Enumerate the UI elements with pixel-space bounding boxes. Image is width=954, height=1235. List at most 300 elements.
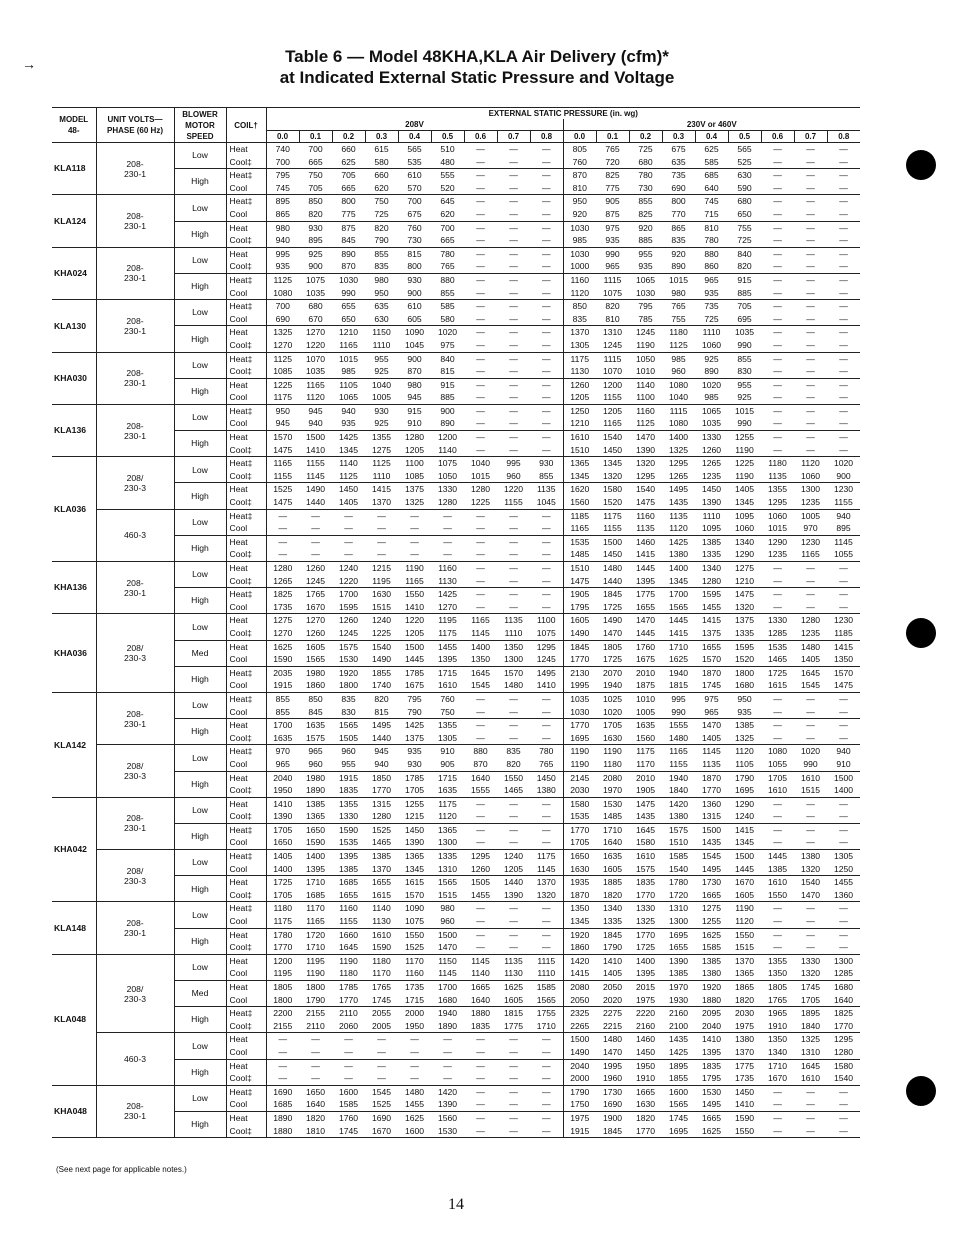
- cfm-cell: —: [509, 1060, 518, 1071]
- cfm-cell: 745: [704, 196, 719, 207]
- cfm-cell: 1265: [266, 575, 299, 588]
- cfm-cell: 1410: [728, 1098, 761, 1111]
- page-number: 14: [448, 1196, 464, 1213]
- cfm-cell: —: [509, 929, 518, 940]
- cfm-cell: 1785: [404, 667, 425, 678]
- cfm-cell: 1525: [266, 483, 299, 496]
- cfm-cell: 935: [332, 417, 365, 430]
- cfm-cell: 1515: [365, 601, 398, 614]
- cfm-cell: 1465: [761, 653, 794, 666]
- cfm-cell: 630: [737, 170, 752, 181]
- cfm-cell: 975: [704, 693, 719, 704]
- table-row: [52, 719, 860, 732]
- cfm-cell: 1650: [563, 850, 596, 863]
- coil-cell: Heat: [226, 928, 266, 941]
- cfm-cell: —: [509, 824, 518, 835]
- header-pressure: 0.4: [695, 131, 728, 143]
- cfm-cell: —: [806, 824, 815, 835]
- cfm-cell: —: [530, 810, 563, 823]
- cfm-cell: —: [839, 432, 848, 443]
- cfm-cell: 1390: [266, 810, 299, 823]
- cfm-cell: 525: [728, 156, 761, 169]
- cfm-cell: 1145: [431, 967, 464, 980]
- cfm-cell: —: [464, 391, 497, 404]
- table-row: [52, 876, 860, 889]
- cfm-cell: —: [530, 732, 563, 745]
- cfm-cell: 610: [407, 301, 422, 312]
- cfm-cell: 1350: [761, 967, 794, 980]
- cfm-cell: 750: [374, 196, 389, 207]
- cfm-cell: 1610: [800, 772, 821, 783]
- cfm-cell: 1165: [306, 379, 325, 390]
- cfm-cell: 1105: [339, 379, 358, 390]
- cfm-cell: 1330: [767, 615, 788, 626]
- cfm-cell: 1160: [636, 510, 655, 521]
- coil-cell: Heat: [226, 1111, 266, 1124]
- cfm-cell: 1710: [602, 824, 623, 835]
- cfm-cell: —: [266, 548, 299, 561]
- cfm-cell: 1350: [767, 1034, 788, 1045]
- cfm-cell: —: [773, 196, 782, 207]
- cfm-cell: 1115: [603, 353, 622, 364]
- cfm-cell: 1435: [695, 836, 728, 849]
- cfm-cell: —: [773, 274, 782, 285]
- table-row: [52, 300, 860, 313]
- cfm-cell: —: [773, 1086, 782, 1097]
- cfm-cell: 1065: [332, 391, 365, 404]
- cfm-cell: 1150: [438, 955, 457, 966]
- cfm-cell: 1205: [602, 405, 623, 416]
- cfm-cell: 870: [563, 169, 596, 182]
- cfm-cell: 1260: [299, 627, 332, 640]
- cfm-cell: —: [476, 1112, 485, 1123]
- cfm-cell: 1710: [299, 941, 332, 954]
- cfm-cell: 1360: [701, 798, 722, 809]
- cfm-cell: —: [530, 706, 563, 719]
- cfm-cell: —: [806, 929, 815, 940]
- blower-speed-cell: Low: [174, 614, 226, 640]
- cfm-cell: 935: [629, 260, 662, 273]
- cfm-cell: 1240: [371, 615, 392, 626]
- cfm-cell: 790: [365, 234, 398, 247]
- cfm-cell: —: [332, 522, 365, 535]
- cfm-cell: 1725: [767, 667, 788, 678]
- cfm-cell: 1785: [404, 772, 425, 783]
- cfm-cell: 1020: [800, 746, 821, 757]
- cfm-cell: —: [497, 260, 530, 273]
- cfm-cell: 1370: [536, 877, 556, 888]
- cfm-cell: —: [773, 144, 782, 154]
- cfm-cell: 1385: [734, 720, 755, 731]
- cfm-cell: —: [464, 575, 497, 588]
- cfm-cell: —: [464, 1098, 497, 1111]
- cfm-cell: 1555: [464, 784, 497, 797]
- blower-speed-cell: High: [174, 719, 226, 745]
- cfm-cell: 1995: [602, 1060, 623, 1071]
- cfm-cell: 1735: [404, 982, 425, 992]
- cfm-cell: 1645: [332, 941, 365, 954]
- cfm-cell: —: [497, 810, 530, 823]
- cfm-cell: 995: [266, 247, 299, 260]
- cfm-cell: 935: [407, 746, 422, 757]
- cfm-cell: 1190: [405, 563, 424, 573]
- cfm-cell: 1020: [596, 706, 629, 719]
- cfm-cell: 815: [431, 365, 464, 378]
- cfm-cell: 1165: [398, 575, 431, 588]
- cfm-cell: 950: [266, 404, 299, 417]
- header-pressure: 0.0: [563, 131, 596, 143]
- cfm-cell: 1690: [266, 1085, 299, 1098]
- cfm-cell: 815: [407, 248, 422, 259]
- cfm-cell: 1145: [299, 470, 332, 483]
- cfm-cell: 1280: [827, 1046, 860, 1059]
- cfm-cell: 1640: [596, 836, 629, 849]
- cfm-cell: —: [806, 432, 815, 443]
- cfm-cell: —: [541, 379, 551, 390]
- cfm-cell: 1490: [365, 653, 398, 666]
- cfm-cell: 835: [563, 313, 596, 326]
- cfm-cell: 835: [365, 260, 398, 273]
- cfm-cell: —: [806, 327, 815, 338]
- cfm-cell: 1635: [266, 732, 299, 745]
- cfm-cell: —: [541, 405, 551, 416]
- cfm-cell: 1665: [695, 889, 728, 902]
- cfm-cell: 770: [662, 208, 695, 221]
- cfm-cell: 1155: [827, 496, 860, 509]
- cfm-cell: 1765: [761, 994, 794, 1007]
- coil-cell: Heat‡: [226, 745, 266, 758]
- cfm-cell: 915: [737, 274, 752, 285]
- cfm-cell: 1400: [266, 863, 299, 876]
- cfm-cell: 1335: [596, 915, 629, 928]
- cfm-cell: 1350: [563, 902, 596, 915]
- cfm-cell: 875: [341, 222, 356, 233]
- cfm-cell: 1175: [266, 915, 299, 928]
- cfm-cell: —: [541, 824, 551, 835]
- cfm-cell: 1530: [431, 1125, 464, 1138]
- cfm-cell: 1920: [701, 982, 722, 992]
- blower-speed-cell: High: [174, 221, 226, 247]
- cfm-cell: 2325: [563, 1007, 596, 1020]
- cfm-cell: 1695: [728, 784, 761, 797]
- coil-cell: Heat‡: [226, 300, 266, 313]
- cfm-cell: 1160: [398, 967, 431, 980]
- cfm-cell: 1065: [701, 405, 722, 416]
- cfm-cell: —: [773, 248, 782, 259]
- cfm-cell: —: [410, 536, 419, 547]
- table-row: [52, 614, 860, 627]
- cfm-cell: 665: [431, 234, 464, 247]
- cfm-cell: 1410: [299, 444, 332, 457]
- cfm-cell: —: [476, 274, 485, 285]
- header-pressure: 0.7: [497, 131, 530, 143]
- cfm-cell: 1660: [338, 929, 359, 940]
- cfm-cell: 1705: [398, 784, 431, 797]
- cfm-cell: 980: [407, 379, 422, 390]
- cfm-cell: 1695: [662, 1125, 695, 1138]
- cfm-cell: 1370: [734, 955, 755, 966]
- cfm-cell: 910: [827, 758, 860, 771]
- unit-volts-cell: 208- 230-1: [96, 404, 174, 456]
- cfm-cell: 930: [374, 405, 389, 416]
- cfm-cell: 1145: [464, 627, 497, 640]
- cfm-cell: 1195: [306, 955, 325, 966]
- cfm-cell: 1075: [596, 287, 629, 300]
- cfm-cell: 810: [563, 182, 596, 195]
- cfm-cell: 1260: [338, 615, 359, 626]
- cfm-cell: —: [311, 1034, 320, 1045]
- cfm-cell: 1235: [761, 548, 794, 561]
- cfm-cell: —: [332, 1046, 365, 1059]
- cfm-cell: —: [839, 1112, 848, 1123]
- cfm-cell: 1605: [596, 863, 629, 876]
- cfm-cell: —: [266, 522, 299, 535]
- cfm-cell: 1095: [734, 510, 755, 521]
- cfm-cell: 1035: [299, 365, 332, 378]
- cfm-cell: —: [476, 379, 485, 390]
- cfm-cell: 1320: [635, 458, 656, 469]
- cfm-cell: 1175: [603, 510, 622, 521]
- cfm-cell: 1765: [371, 982, 392, 992]
- cfm-cell: 1530: [701, 1086, 722, 1097]
- cfm-cell: 1530: [332, 653, 365, 666]
- cfm-cell: 750: [431, 706, 464, 719]
- cfm-cell: —: [806, 798, 815, 809]
- cfm-cell: 1425: [437, 589, 458, 600]
- cfm-cell: 900: [398, 287, 431, 300]
- cfm-cell: 1840: [662, 784, 695, 797]
- model-cell: KHA042: [52, 797, 96, 902]
- cfm-cell: 1870: [701, 667, 722, 678]
- cfm-cell: 1580: [833, 1060, 854, 1071]
- cfm-cell: 1770: [563, 719, 596, 732]
- cfm-cell: 880: [440, 274, 455, 285]
- cfm-cell: 1200: [266, 954, 299, 967]
- cfm-cell: 1590: [299, 836, 332, 849]
- cfm-cell: 935: [728, 706, 761, 719]
- binder-hole-2: [906, 618, 936, 648]
- cfm-cell: 1170: [629, 758, 662, 771]
- cfm-cell: 1155: [332, 915, 365, 928]
- cfm-cell: 1225: [464, 496, 497, 509]
- cfm-cell: 1265: [701, 458, 722, 469]
- cfm-cell: 780: [440, 248, 455, 259]
- cfm-cell: 2055: [371, 1008, 392, 1019]
- cfm-cell: 960: [497, 470, 530, 483]
- header-pressure: 0.8: [530, 131, 563, 143]
- blower-speed-cell: Low: [174, 692, 226, 718]
- cfm-cell: 690: [266, 313, 299, 326]
- cfm-cell: 1165: [596, 417, 629, 430]
- coil-cell: Heat‡: [226, 352, 266, 365]
- cfm-cell: —: [541, 1112, 551, 1123]
- cfm-cell: 1685: [266, 1098, 299, 1111]
- cfm-cell: 1725: [596, 601, 629, 614]
- cfm-cell: 625: [332, 156, 365, 169]
- cfm-cell: —: [377, 536, 386, 547]
- cfm-cell: —: [464, 1072, 497, 1085]
- air-delivery-table: [52, 107, 860, 1138]
- cfm-cell: —: [806, 1112, 815, 1123]
- cfm-cell: 1405: [266, 850, 299, 863]
- cfm-cell: 940: [341, 405, 356, 416]
- cfm-cell: 1545: [794, 679, 827, 692]
- cfm-cell: 1270: [305, 327, 326, 338]
- cfm-cell: 1130: [563, 365, 596, 378]
- coil-cell: Cool: [226, 1046, 266, 1059]
- cfm-cell: 785: [629, 313, 662, 326]
- cfm-cell: 1355: [437, 720, 458, 731]
- cfm-cell: 1165: [563, 522, 596, 535]
- cfm-cell: 1485: [596, 810, 629, 823]
- coil-cell: Heat: [226, 771, 266, 784]
- cfm-cell: 705: [299, 182, 332, 195]
- cfm-cell: —: [464, 836, 497, 849]
- cfm-cell: 1155: [596, 522, 629, 535]
- blower-speed-cell: High: [174, 666, 226, 692]
- cfm-cell: 1550: [728, 1125, 761, 1138]
- cfm-cell: 1300: [497, 653, 530, 666]
- cfm-cell: 1030: [563, 706, 596, 719]
- cfm-cell: 1520: [596, 496, 629, 509]
- cfm-cell: 930: [308, 222, 323, 233]
- cfm-cell: 1120: [563, 287, 596, 300]
- cfm-cell: —: [530, 1072, 563, 1085]
- cfm-cell: —: [806, 301, 815, 312]
- unit-volts-cell: 208- 230-1: [96, 143, 174, 195]
- cfm-cell: 1805: [602, 641, 623, 652]
- cfm-cell: 925: [704, 353, 719, 364]
- cfm-cell: —: [839, 327, 848, 338]
- cfm-cell: 1995: [563, 679, 596, 692]
- cfm-cell: 1785: [338, 982, 359, 992]
- header-pressure: 0.2: [629, 131, 662, 143]
- cfm-cell: —: [839, 405, 848, 416]
- cfm-cell: 825: [605, 170, 620, 181]
- cfm-cell: 1205: [398, 444, 431, 457]
- table-row: [52, 588, 860, 601]
- cfm-cell: 1400: [827, 784, 860, 797]
- cfm-cell: 935: [596, 234, 629, 247]
- blower-speed-cell: High: [174, 1059, 226, 1085]
- cfm-cell: —: [827, 391, 860, 404]
- cfm-cell: 1435: [668, 1034, 689, 1045]
- table-title: [0, 46, 954, 88]
- cfm-cell: —: [761, 260, 794, 273]
- cfm-cell: 1580: [629, 836, 662, 849]
- cfm-cell: 1215: [371, 563, 392, 573]
- cfm-cell: 810: [596, 313, 629, 326]
- blower-speed-cell: High: [174, 876, 226, 902]
- cfm-cell: 1480: [800, 641, 821, 652]
- cfm-cell: 1325: [728, 732, 761, 745]
- cfm-cell: 1440: [503, 877, 524, 888]
- cfm-cell: 1975: [563, 1111, 596, 1124]
- cfm-cell: 1060: [728, 522, 761, 535]
- blower-speed-cell: High: [174, 928, 226, 954]
- cfm-cell: 1500: [404, 641, 425, 652]
- cfm-cell: —: [530, 365, 563, 378]
- cfm-cell: —: [806, 196, 815, 207]
- cfm-cell: 2110: [339, 1008, 358, 1019]
- cfm-cell: 895: [827, 522, 860, 535]
- cfm-cell: 1980: [305, 772, 326, 783]
- cfm-cell: 840: [737, 248, 752, 259]
- cfm-cell: 1265: [662, 470, 695, 483]
- cfm-cell: 2000: [404, 1008, 425, 1019]
- cfm-cell: 1170: [405, 955, 424, 966]
- cfm-cell: —: [541, 353, 551, 364]
- cfm-cell: 1505: [332, 732, 365, 745]
- cfm-cell: 940: [836, 746, 851, 757]
- cfm-cell: —: [839, 222, 848, 233]
- cfm-cell: 990: [728, 339, 761, 352]
- cfm-cell: —: [761, 706, 794, 719]
- cfm-cell: 825: [629, 208, 662, 221]
- coil-cell: Cool‡: [226, 784, 266, 797]
- cfm-cell: 1775: [635, 589, 656, 600]
- cfm-cell: 1330: [800, 955, 821, 966]
- cfm-cell: 565: [407, 144, 422, 154]
- cfm-cell: —: [476, 589, 485, 600]
- cfm-cell: 1120: [801, 458, 820, 469]
- header-pressure: 0.6: [464, 131, 497, 143]
- cfm-cell: 945: [374, 746, 389, 757]
- cfm-cell: 1930: [662, 994, 695, 1007]
- cfm-cell: 1695: [563, 732, 596, 745]
- cfm-cell: —: [827, 365, 860, 378]
- cfm-cell: 1475: [266, 496, 299, 509]
- cfm-cell: 820: [728, 260, 761, 273]
- coil-cell: Cool‡: [226, 889, 266, 902]
- cfm-cell: 1030: [629, 287, 662, 300]
- table-row: [52, 169, 860, 182]
- cfm-cell: 1110: [702, 327, 721, 338]
- cfm-cell: —: [377, 510, 386, 521]
- cfm-cell: 1610: [431, 679, 464, 692]
- cfm-cell: —: [476, 170, 485, 181]
- cfm-cell: 1305: [563, 339, 596, 352]
- cfm-cell: 1440: [299, 496, 332, 509]
- cfm-cell: 1350: [827, 653, 860, 666]
- table-row: [52, 902, 860, 915]
- blower-speed-cell: High: [174, 378, 226, 404]
- cfm-cell: 2100: [662, 1020, 695, 1033]
- cfm-cell: 960: [341, 746, 356, 757]
- cfm-cell: 765: [431, 260, 464, 273]
- cfm-cell: 1880: [470, 1008, 491, 1019]
- cfm-cell: —: [794, 941, 827, 954]
- cfm-cell: 1160: [563, 273, 596, 286]
- cfm-cell: —: [541, 432, 551, 443]
- blower-speed-cell: Low: [174, 247, 226, 273]
- cfm-cell: 1385: [701, 955, 722, 966]
- cfm-cell: 1770: [827, 1020, 860, 1033]
- unit-volts-cell: 208- 230-1: [96, 902, 174, 954]
- cfm-cell: 695: [728, 313, 761, 326]
- cfm-cell: 610: [407, 170, 422, 181]
- cfm-cell: 730: [629, 182, 662, 195]
- cfm-cell: 865: [671, 222, 686, 233]
- cfm-cell: 955: [638, 248, 653, 259]
- cfm-cell: 755: [662, 313, 695, 326]
- cfm-cell: 1405: [332, 496, 365, 509]
- cfm-cell: 1645: [470, 667, 491, 678]
- cfm-cell: 1805: [266, 981, 299, 994]
- cfm-cell: —: [839, 798, 848, 809]
- cfm-cell: 1780: [668, 877, 689, 888]
- coil-cell: Heat‡: [226, 823, 266, 836]
